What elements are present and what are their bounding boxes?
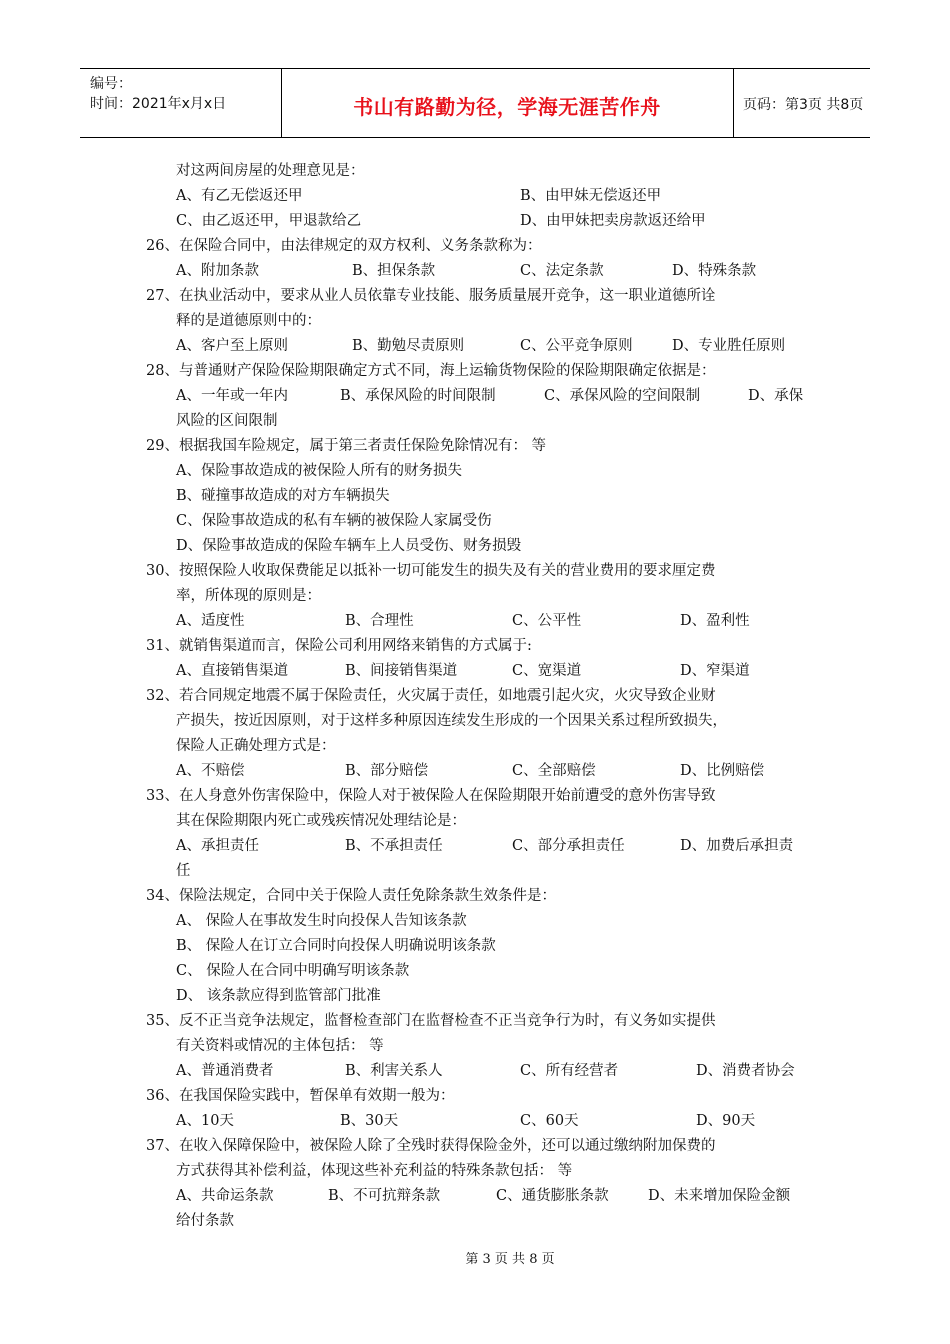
question-text-line: 33、在人身意外伤害保险中，保险人对于被保险人在保险期限开始前遭受的意外伤害导致 xyxy=(146,788,716,804)
answer-option: D、由甲妹把卖房款返还给甲 xyxy=(520,213,706,229)
answer-option: C、公平性 xyxy=(512,613,582,629)
header-meta-cell xyxy=(80,69,282,137)
answer-option: C、由乙返还甲，甲退款给乙 xyxy=(176,213,362,229)
question-text-line: 30、按照保险人收取保费能足以抵补一切可能发生的损失及有关的营业费用的要求厘定费 xyxy=(146,563,716,579)
document-number-label: 编号： xyxy=(90,76,132,92)
answer-option: A、承担责任 xyxy=(176,838,259,854)
question-text-line: 32、若合同规定地震不属于保险责任，火灾属于责任，如地震引起火灾，火灾导致企业财 xyxy=(146,688,716,704)
answer-option: A、适度性 xyxy=(176,613,245,629)
answer-option: D、消费者协会 xyxy=(696,1063,795,1079)
answer-option: D、盈利性 xyxy=(680,613,750,629)
answer-option: D、窄渠道 xyxy=(680,663,750,679)
answer-option: B、担保条款 xyxy=(352,263,436,279)
question-text-line: D、 该条款应得到监管部门批准 xyxy=(176,988,381,1004)
question-text-line: 任 xyxy=(176,863,191,879)
answer-option: B、间接销售渠道 xyxy=(345,663,458,679)
answer-option: D、未来增加保险金额 xyxy=(648,1188,791,1204)
answer-option: B、承保风险的时间限制 xyxy=(340,388,496,404)
header-motto-cell xyxy=(281,69,734,137)
question-text-line: 29、根据我国车险规定，属于第三者责任保险免除情况有： 等 xyxy=(146,438,547,454)
answer-option: C、公平竞争原则 xyxy=(520,338,633,354)
answer-option: D、承保 xyxy=(748,388,804,404)
question-text-line: A、 保险人在事故发生时向投保人告知该条款 xyxy=(176,913,467,929)
answer-option: A、共命运条款 xyxy=(176,1188,274,1204)
question-text-line: 方式获得其补偿利益，体现这些补充利益的特殊条款包括： 等 xyxy=(176,1163,573,1179)
answer-option: C、宽渠道 xyxy=(512,663,582,679)
answer-option: D、90天 xyxy=(696,1113,756,1129)
question-text-line: B、碰撞事故造成的对方车辆损失 xyxy=(176,488,390,504)
answer-option: A、不赔偿 xyxy=(176,763,245,779)
page-header xyxy=(80,68,870,138)
question-text-line: 有关资料或情况的主体包括： 等 xyxy=(176,1038,384,1054)
motto-text: 书山有路勤为径，学海无涯苦作舟 xyxy=(353,95,661,119)
answer-option: A、普通消费者 xyxy=(176,1063,274,1079)
answer-option: A、直接销售渠道 xyxy=(176,663,288,679)
answer-option: B、合理性 xyxy=(345,613,414,629)
page-number-info: 页码：第3页 共8页 xyxy=(743,97,864,113)
answer-option: A、10天 xyxy=(176,1113,234,1129)
question-text-line: 对这两间房屋的处理意见是： xyxy=(176,163,365,179)
answer-option: A、有乙无偿返还甲 xyxy=(176,188,303,204)
footer-page-number: 第 3 页 共 8 页 xyxy=(465,1252,555,1267)
answer-option: B、不可抗辩条款 xyxy=(328,1188,441,1204)
question-text-line: 风险的区间限制 xyxy=(176,413,278,429)
question-text-line: A、保险事故造成的被保险人所有的财务损失 xyxy=(176,463,462,479)
answer-option: C、通货膨胀条款 xyxy=(496,1188,609,1204)
document-date: 时间：2021年x月x日 xyxy=(90,96,227,112)
answer-option: A、附加条款 xyxy=(176,263,259,279)
answer-option: C、法定条款 xyxy=(520,263,604,279)
page-footer xyxy=(0,1248,950,1267)
answer-option: B、利害关系人 xyxy=(345,1063,443,1079)
question-text-line: 35、反不正当竞争法规定，监督检查部门在监督检查不正当竞争行为时，有义务如实提供 xyxy=(146,1013,716,1029)
answer-option: C、全部赔偿 xyxy=(512,763,596,779)
question-text-line: 27、在执业活动中，要求从业人员依靠专业技能、服务质量展开竞争，这一职业道德所诠 xyxy=(146,288,716,304)
answer-option: C、部分承担责任 xyxy=(512,838,625,854)
question-text-line: C、 保险人在合同中明确写明该条款 xyxy=(176,963,410,979)
answer-option: D、专业胜任原则 xyxy=(672,338,786,354)
answer-option: D、比例赔偿 xyxy=(680,763,765,779)
answer-option: D、加费后承担责 xyxy=(680,838,794,854)
answer-option: C、60天 xyxy=(520,1113,579,1129)
question-text-line: 其在保险期限内死亡或残疾情况处理结论是： xyxy=(176,813,466,829)
answer-option: D、特殊条款 xyxy=(672,263,757,279)
answer-option: B、30天 xyxy=(340,1113,399,1129)
answer-option: B、不承担责任 xyxy=(345,838,443,854)
question-text-line: B、 保险人在订立合同时向投保人明确说明该条款 xyxy=(176,938,496,954)
question-text-line: C、保险事故造成的私有车辆的被保险人家属受伤 xyxy=(176,513,492,529)
question-text-line: 34、保险法规定，合同中关于保险人责任免除条款生效条件是： xyxy=(146,888,556,904)
header-page-cell xyxy=(733,69,870,137)
answer-option: B、部分赔偿 xyxy=(345,763,429,779)
question-text-line: 给付条款 xyxy=(176,1213,234,1229)
question-text-line: D、保险事故造成的保险车辆车上人员受伤、财务损毁 xyxy=(176,538,522,554)
question-text-line: 保险人正确处理方式是： xyxy=(176,738,336,754)
question-text-line: 率，所体现的原则是： xyxy=(176,588,321,604)
question-text-line: 释的是道德原则中的： xyxy=(176,313,321,329)
question-text-line: 36、在我国保险实践中，暂保单有效期一般为： xyxy=(146,1088,455,1104)
question-text-line: 37、在收入保障保险中，被保险人除了全残时获得保险金外，还可以通过缴纳附加保费的 xyxy=(146,1138,716,1154)
answer-option: A、一年或一年内 xyxy=(176,388,288,404)
answer-option: A、客户至上原则 xyxy=(176,338,288,354)
answer-option: C、承保风险的空间限制 xyxy=(544,388,701,404)
question-text-line: 28、与普通财产保险保险期限确定方式不同，海上运输货物保险的保险期限确定依据是： xyxy=(146,363,716,379)
question-text-line: 产损失，按近因原则，对于这样多种原因连续发生形成的一个因果关系过程所致损失， xyxy=(176,713,727,729)
answer-option: B、勤勉尽责原则 xyxy=(352,338,465,354)
question-text-line: 26、在保险合同中，由法律规定的双方权利、义务条款称为： xyxy=(146,238,542,254)
answer-option: C、所有经营者 xyxy=(520,1063,619,1079)
answer-option: B、由甲妹无偿返还甲 xyxy=(520,188,662,204)
question-text-line: 31、就销售渠道而言，保险公司利用网络来销售的方式属于: xyxy=(146,638,532,654)
